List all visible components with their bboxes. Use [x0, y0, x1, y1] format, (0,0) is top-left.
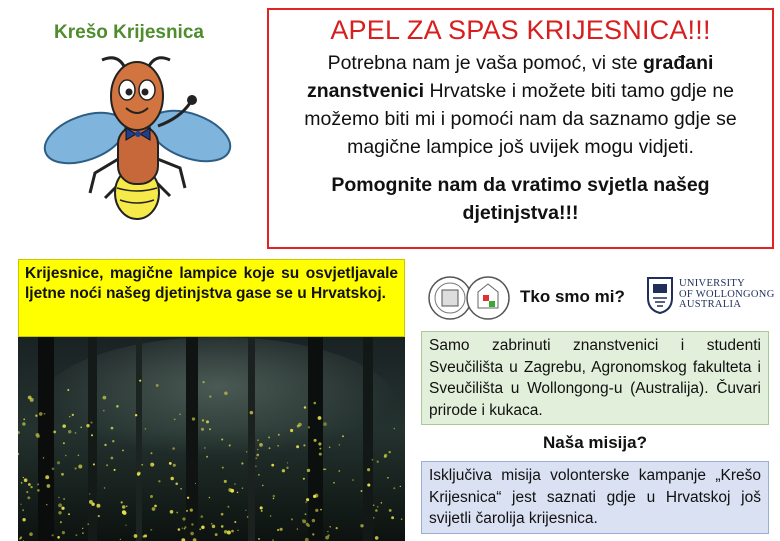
firefly-light: [247, 516, 249, 518]
appeal-body-bold: građani znanstvenici: [306, 52, 714, 102]
appeal-title: APEL ZA SPAS KRIJESNICA!!!: [330, 15, 711, 45]
firefly-light: [145, 428, 147, 430]
firefly-light: [287, 462, 288, 463]
firefly-light: [176, 512, 178, 514]
firefly-light: [333, 482, 335, 484]
firefly-light: [325, 536, 329, 540]
firefly-light: [111, 457, 114, 460]
firefly-light: [338, 470, 340, 472]
firefly-light: [150, 529, 152, 531]
firefly-light: [39, 412, 43, 416]
firefly-light: [47, 484, 51, 488]
firefly-light: [258, 474, 260, 476]
firefly-light: [297, 528, 298, 529]
firefly-light: [209, 497, 211, 499]
firefly-light: [202, 419, 204, 421]
firefly-light: [90, 422, 92, 424]
firefly-light: [27, 496, 30, 499]
firefly-light: [361, 490, 363, 492]
firefly-light: [202, 381, 204, 383]
firefly-light: [273, 495, 276, 498]
firefly-light: [212, 525, 215, 528]
firefly-light: [222, 467, 224, 469]
firefly-light: [352, 479, 354, 481]
firefly-light: [221, 438, 223, 440]
firefly-light: [57, 536, 60, 539]
firefly-light: [172, 447, 175, 450]
firefly-light: [234, 521, 236, 523]
firefly-light: [286, 467, 288, 469]
firefly-light: [156, 384, 159, 387]
firefly-light: [121, 501, 123, 503]
firefly-light: [297, 425, 300, 428]
firefly-light: [206, 420, 209, 423]
firefly-light: [227, 531, 231, 535]
firefly-light: [158, 480, 160, 482]
firefly-light: [303, 478, 305, 480]
firefly-light: [279, 528, 282, 531]
firefly-light: [360, 524, 363, 527]
firefly-light: [154, 505, 157, 508]
firefly-light: [91, 434, 93, 436]
firefly-light: [319, 453, 322, 456]
firefly-light: [215, 533, 218, 536]
firefly-light: [314, 439, 317, 442]
firefly-light: [150, 495, 153, 498]
firefly-light: [339, 444, 341, 446]
firefly-light: [375, 536, 379, 540]
firefly-light: [387, 477, 389, 479]
firefly-light: [29, 532, 33, 536]
firefly-light: [242, 487, 244, 489]
firefly-light: [296, 445, 299, 448]
firefly-light: [377, 461, 379, 463]
firefly-light: [372, 459, 374, 461]
firefly-light: [211, 523, 213, 525]
firefly-light: [62, 424, 66, 428]
firefly-light: [391, 516, 394, 519]
firefly-light: [53, 430, 56, 433]
firefly-light: [305, 501, 307, 503]
firefly-light: [190, 508, 193, 511]
firefly-light: [104, 487, 105, 488]
firefly-light: [319, 448, 321, 450]
firefly-light: [323, 422, 327, 426]
firefly-light: [170, 477, 174, 481]
firefly-light: [290, 429, 293, 432]
firefly-light: [237, 530, 238, 531]
firefly-light: [65, 455, 67, 457]
firefly-light: [134, 534, 138, 538]
firefly-light: [68, 513, 70, 515]
appeal-body: [283, 49, 758, 161]
firefly-light: [62, 531, 65, 534]
mascot-name: Krešo Krijesnica: [54, 22, 204, 43]
firefly-light: [313, 495, 316, 498]
firefly-light: [23, 418, 25, 420]
firefly-light: [221, 513, 224, 516]
firefly-light: [67, 389, 69, 391]
firefly-light: [315, 509, 318, 512]
firefly-light: [46, 504, 47, 505]
firefly-light: [256, 458, 257, 459]
firefly-light: [58, 511, 61, 514]
firefly-light: [75, 534, 77, 536]
firefly-light: [122, 449, 124, 451]
firefly-light: [367, 483, 370, 486]
firefly-light: [69, 416, 70, 417]
firefly-light: [230, 489, 234, 493]
firefly-light: [224, 530, 228, 534]
firefly-light: [192, 417, 195, 420]
firefly-light: [178, 528, 181, 531]
firefly-light: [98, 515, 100, 517]
firefly-light: [312, 519, 315, 522]
firefly-light: [259, 443, 263, 447]
firefly-light: [89, 500, 93, 504]
firefly-light: [187, 497, 189, 499]
firefly-light: [75, 432, 77, 434]
firefly-light: [20, 504, 21, 505]
firefly-light: [21, 482, 23, 484]
firefly-light: [394, 428, 395, 429]
firefly-light: [87, 523, 89, 525]
firefly-light: [22, 422, 25, 425]
firefly-light: [24, 478, 28, 482]
firefly-light: [61, 507, 64, 510]
firefly-light: [282, 469, 285, 472]
firefly-light: [227, 506, 229, 508]
firefly-light: [35, 415, 37, 417]
firefly-light: [377, 506, 379, 508]
firefly-light: [260, 506, 263, 509]
firefly-light: [104, 444, 106, 446]
firefly-light: [152, 507, 156, 511]
firefly-light: [241, 462, 243, 464]
mission-box: Isključiva misija volonterske kampanje „Krešo Krijesnica“ jest saznati gdje u Hrvatskoj još svijetli čarolija krijesnica.: [421, 461, 769, 534]
firefly-light: [388, 451, 390, 453]
firefly-light: [324, 468, 326, 470]
firefly-light: [255, 466, 256, 467]
firefly-light: [201, 428, 204, 431]
firefly-light: [257, 439, 259, 441]
firefly-light: [302, 519, 303, 520]
appeal-call-to-action: Pomognite nam da vratimo svjetla našeg djetinjstva!!!: [331, 174, 710, 224]
firefly-light: [150, 463, 154, 467]
firefly-light: [256, 454, 259, 457]
firefly-light: [182, 517, 185, 520]
firefly-light: [201, 525, 205, 529]
firefly-light: [75, 467, 77, 469]
firefly-light: [57, 461, 60, 464]
firefly-light: [82, 532, 84, 534]
firefly-light: [93, 463, 95, 465]
firefly-light: [122, 510, 126, 514]
firefly-light: [209, 428, 211, 430]
firefly-light: [367, 468, 370, 471]
firefly-light: [20, 536, 22, 538]
who-are-we-title: Tko smo mi?: [520, 287, 625, 306]
firefly-light: [329, 447, 331, 449]
firefly-light: [144, 534, 147, 537]
firefly-light: [179, 414, 180, 415]
firefly-light: [209, 395, 211, 397]
firefly-light: [36, 434, 40, 438]
firefly-light: [135, 414, 137, 416]
firefly-light: [58, 503, 62, 507]
firefly-light: [384, 454, 387, 457]
firefly-light: [277, 445, 279, 447]
firefly-light: [78, 465, 82, 469]
firefly-light: [221, 525, 224, 528]
firefly-light: [141, 464, 143, 466]
firefly-light: [257, 449, 259, 451]
firefly-light: [52, 467, 55, 470]
firefly-light: [139, 380, 141, 382]
firefly-light: [271, 464, 274, 467]
firefly-light: [401, 518, 403, 520]
firefly-light: [246, 451, 247, 452]
firefly-light: [23, 477, 24, 478]
firefly-light: [393, 487, 395, 489]
firefly-light: [86, 424, 89, 427]
firefly-light: [169, 462, 172, 465]
firefly-light: [204, 447, 205, 448]
firefly-light: [103, 396, 107, 400]
firefly-light: [250, 411, 254, 415]
firefly-light: [312, 533, 314, 535]
firefly-light: [308, 426, 310, 428]
uow-logo-line2: OF WOLLONGONG: [679, 288, 775, 300]
firefly-light: [125, 524, 126, 525]
firefly-light: [122, 505, 125, 508]
firefly-light: [58, 497, 59, 498]
firefly-light: [258, 538, 260, 540]
firefly-light: [206, 456, 208, 458]
firefly-light: [103, 410, 105, 412]
uow-shield-icon: [646, 276, 674, 314]
firefly-light: [184, 526, 186, 528]
who-are-we-box: Samo zabrinuti znanstvenici i studenti Sveučilišta u Zagrebu, Agronomskog fakulteta i Sveučilišta u Wollongong-u (Australija). Čuvari prirode i kukaca.: [421, 331, 769, 425]
firefly-light: [61, 473, 64, 476]
firefly-light: [170, 510, 174, 514]
firefly-light: [180, 488, 182, 490]
firefly-light: [96, 504, 100, 508]
firefly-light: [195, 483, 196, 484]
uow-logo-line1: UNIVERSITY: [679, 278, 745, 289]
uow-logo-line3: AUSTRALIA: [679, 299, 742, 310]
firefly-light: [277, 529, 279, 531]
firefly-light: [303, 444, 305, 446]
firefly-light: [373, 505, 374, 506]
firefly-light: [234, 483, 236, 485]
appeal-box: [267, 8, 774, 249]
firefly-light: [245, 510, 246, 511]
firefly-light: [43, 457, 44, 458]
firefly-light: [200, 515, 203, 518]
firefly-light: [63, 442, 65, 444]
firefly-light: [291, 518, 293, 520]
firefly-light: [63, 498, 65, 500]
firefly-light: [126, 505, 128, 507]
firefly-light: [173, 464, 176, 467]
firefly-light: [381, 502, 382, 503]
firefly-light: [151, 452, 153, 454]
firefly-light: [30, 398, 34, 402]
firefly-light: [304, 406, 306, 408]
firefly-light: [120, 539, 121, 540]
firefly-light: [22, 518, 25, 521]
firefly-light: [320, 509, 322, 511]
firefly-light: [237, 492, 239, 494]
firefly-light: [318, 416, 322, 420]
mission-title: Naša misija?: [543, 433, 647, 452]
firefly-light: [268, 436, 270, 438]
firefly-light: [114, 469, 116, 471]
firefly-light: [269, 447, 271, 449]
firefly-light: [22, 509, 24, 511]
firefly-light: [270, 515, 272, 517]
firefly-light: [262, 485, 264, 487]
firefly-light: [182, 527, 183, 528]
firefly-light: [231, 530, 234, 533]
firefly-light: [190, 532, 194, 536]
firefly-forest-photo: [18, 337, 405, 541]
firefly-light: [37, 483, 39, 485]
firefly-light: [28, 483, 31, 486]
firefly-light: [44, 413, 46, 415]
firefly-light: [72, 414, 74, 416]
firefly-light: [318, 442, 321, 445]
appeal-body-part2: Hrvatske i možete biti tamo gdje ne možemo biti mi i pomoći nam da saznamo gdje se magične lampice još uvijek mogu vidjeti.: [304, 80, 737, 158]
fireflies-intro-box: Krijesnice, magične lampice koje su osvjetljavale ljetne noći našeg djetinjstva gase se u Hrvatskoj.: [18, 259, 405, 337]
firefly-light: [336, 527, 338, 529]
firefly-light: [400, 486, 401, 487]
firefly-light: [82, 528, 83, 529]
firefly-light: [68, 430, 71, 433]
firefly-light: [373, 517, 374, 518]
university-zagreb-agronomy-logos: [428, 270, 510, 326]
firefly-light: [375, 509, 378, 512]
firefly-light: [273, 498, 275, 500]
university-of-wollongong-logo: [646, 276, 776, 322]
firefly-light: [52, 534, 54, 536]
firefly-light: [60, 521, 62, 523]
firefly-light: [111, 427, 114, 430]
firefly-light: [342, 435, 344, 437]
firefly-light: [45, 475, 49, 479]
firefly-light: [329, 526, 330, 527]
firefly-light: [306, 498, 309, 501]
firefly-light: [224, 391, 228, 395]
firefly-light: [278, 434, 280, 436]
firefly-light: [174, 418, 176, 420]
firefly-light: [191, 523, 193, 525]
firefly-light: [186, 510, 188, 512]
appeal-body-part1: Potrebna nam je vaša pomoć, vi ste: [327, 52, 643, 74]
uow-logo-text: [679, 279, 775, 311]
firefly-light: [89, 493, 90, 494]
firefly-light: [199, 528, 201, 530]
firefly-light: [80, 427, 82, 429]
firefly-light: [37, 489, 40, 492]
firefly-light: [137, 473, 140, 476]
firefly-light: [26, 491, 28, 493]
firefly-light: [306, 523, 309, 526]
firefly-light: [116, 405, 119, 408]
firefly-light: [261, 510, 263, 512]
firefly-light: [229, 444, 231, 446]
firefly-light: [314, 402, 317, 405]
firefly-light: [78, 455, 80, 457]
firefly-light: [307, 469, 310, 472]
firefly-light: [327, 531, 328, 532]
firefly-light: [106, 464, 108, 466]
firefly-light: [30, 486, 32, 488]
firefly-light: [305, 513, 307, 515]
firefly-light: [175, 482, 178, 485]
firefly-mascot-illustration: [40, 48, 240, 228]
firefly-light: [389, 509, 392, 512]
firefly-light: [224, 480, 227, 483]
firefly-light: [112, 440, 114, 442]
